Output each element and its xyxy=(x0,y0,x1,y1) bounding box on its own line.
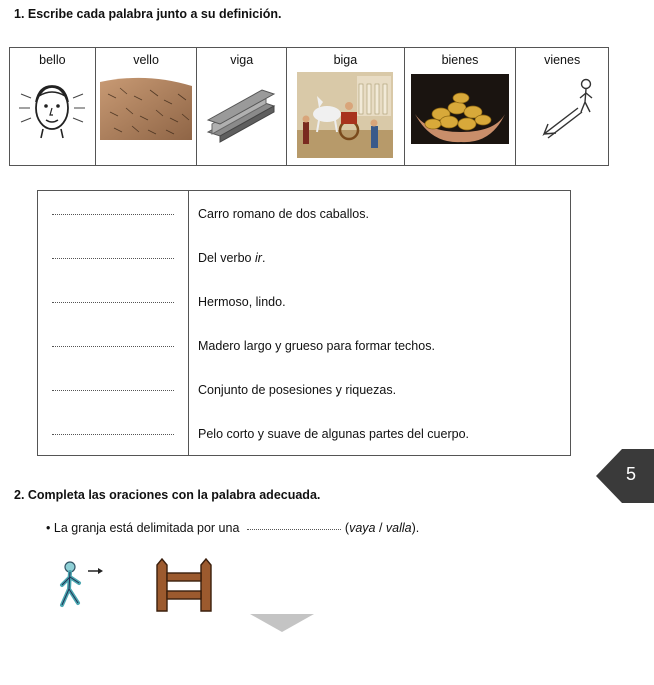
definition-row xyxy=(38,235,570,279)
option-valla: valla xyxy=(385,521,412,535)
answer-blank[interactable] xyxy=(52,434,174,435)
word-cell-bienes xyxy=(405,48,517,165)
word-label: vello xyxy=(133,53,159,67)
definition-row xyxy=(38,279,570,323)
option-vaya: vaya xyxy=(349,521,376,535)
definition-text xyxy=(198,251,265,265)
definition-text: Conjunto de posesiones y riquezas. xyxy=(198,383,397,397)
face-icon xyxy=(17,74,87,144)
sentence-1 xyxy=(46,521,419,535)
roman-chariot-picture xyxy=(297,72,393,158)
definition-text-after: . xyxy=(261,251,266,265)
sentence-text: La granja está delimitada por una xyxy=(53,521,240,535)
page-number: 5 xyxy=(626,464,637,484)
sentence-answer-blank[interactable] xyxy=(247,529,341,530)
walking-person-icon xyxy=(56,559,104,613)
definition-row xyxy=(38,191,570,235)
exercise-1-title: 1. Escribe cada palabra junto a su definición. xyxy=(14,7,282,21)
person-arrow-icon xyxy=(522,76,602,146)
options-open: ( xyxy=(344,521,350,535)
hair-skin-photo xyxy=(100,74,192,140)
answer-blank[interactable] xyxy=(52,390,174,391)
coins-photo xyxy=(411,74,509,144)
page-number-badge xyxy=(596,449,654,503)
word-picture-table xyxy=(9,47,609,166)
word-label: vienes xyxy=(544,53,581,67)
definition-text: Hermoso, lindo. xyxy=(198,295,286,309)
word-cell-bello xyxy=(10,48,96,165)
definition-text: Carro romano de dos caballos. xyxy=(198,207,369,221)
answer-blank[interactable] xyxy=(52,346,174,347)
definition-text-before: Del verbo xyxy=(198,251,255,265)
word-label: bienes xyxy=(441,53,479,67)
word-cell-biga xyxy=(287,48,405,165)
word-label: bello xyxy=(39,53,66,67)
definitions-table xyxy=(37,190,571,456)
definition-text: Pelo corto y suave de algunas partes del cuerpo. xyxy=(198,427,470,441)
bullet: • xyxy=(46,521,51,535)
word-cell-vienes xyxy=(516,48,608,165)
option-separator: / xyxy=(375,521,386,535)
chevron-down-icon[interactable] xyxy=(250,614,314,632)
word-cell-vello xyxy=(96,48,198,165)
definition-row xyxy=(38,367,570,411)
definition-text: Madero largo y grueso para formar techos. xyxy=(198,339,435,353)
steel-beam-icon xyxy=(206,88,278,148)
answer-blank[interactable] xyxy=(52,258,174,259)
options-close: ). xyxy=(411,521,420,535)
definition-text-italic: ir xyxy=(254,251,262,265)
word-label: viga xyxy=(230,53,254,67)
definition-row xyxy=(38,411,570,455)
definition-row xyxy=(38,323,570,367)
answer-blank[interactable] xyxy=(52,214,174,215)
exercise-2-title: 2. Completa las oraciones con la palabra adecuada. xyxy=(14,488,321,502)
fence-icon xyxy=(153,557,215,613)
word-label: biga xyxy=(333,53,358,67)
answer-blank[interactable] xyxy=(52,302,174,303)
word-cell-viga xyxy=(197,48,287,165)
